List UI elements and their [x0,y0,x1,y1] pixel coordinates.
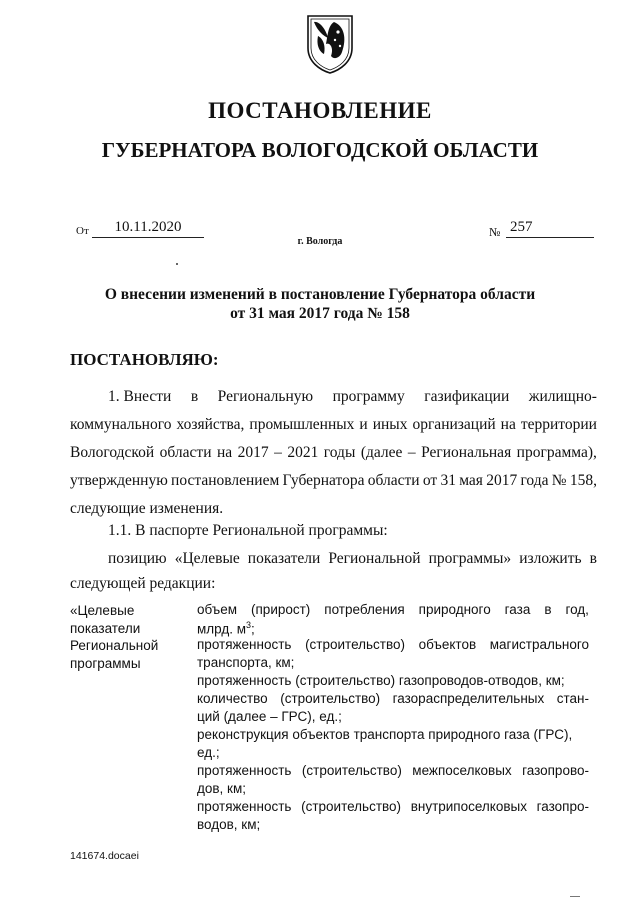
indicator-2-line-1 [197,637,589,652]
stray-dot [176,263,178,265]
word: программа), [516,444,597,461]
word: (строительство) [301,763,402,778]
word: утвержденную [70,472,168,489]
word: межпоселковых [412,763,512,778]
indicator-3: протяженность (строительство) газопроводов-отводов, км; [197,673,565,688]
word: изложить [519,550,582,567]
subject-line-1: О внесении изменений в постановление Губернатора области [104,286,536,303]
word: стан- [556,691,589,706]
document-number: 257 [506,219,594,238]
word: (строительство) [301,799,402,814]
word: объектов [418,637,477,652]
indicator-6-line-2: дов, км; [197,781,246,796]
word: 2017 [237,444,269,461]
word: газа [504,602,531,617]
word: Вологодской [70,444,155,461]
indicator-4-line-2: ций (далее – ГРС), ед.; [197,709,342,724]
indicator-1-line-1 [197,602,589,617]
word: 1. Внести [108,388,172,405]
word: года [520,472,549,489]
word: газораспределительных [392,691,545,706]
left-cell-line: показатели [70,620,141,636]
unit-text: млрд. м [197,621,247,637]
file-name-footer: 141674.docaei [70,850,139,862]
word: промышленных [249,416,355,433]
word: на [500,416,516,433]
word: Региональную [217,388,314,405]
word: 2017 [486,472,518,489]
word: – [274,444,282,461]
punctuation: ; [251,621,255,637]
word: в [544,602,552,617]
indicator-7-line-2: водов, км; [197,817,261,832]
indicator-6-line-1 [197,763,589,778]
word: год, [565,602,589,617]
word: магистрального [489,637,589,652]
word: – [407,444,416,461]
indicator-7-line-1 [197,799,589,814]
word: природного [418,602,491,617]
word: от [422,472,438,489]
date-label: От [76,225,89,237]
word: протяженность [197,763,292,778]
word: (строительство) [305,637,406,652]
paragraph-1-line-3 [70,444,597,462]
indicator-1-line-2 [197,620,255,637]
word: «Целевые [174,550,240,567]
unit-superscript: 3 [246,620,252,630]
word: (прирост) [251,602,311,617]
left-cell-line: программы [70,655,141,671]
left-cell-line: «Целевые [70,603,135,618]
word: в [190,388,199,405]
word: территории [520,416,597,433]
word: 2021 [287,444,319,461]
word: объем [197,602,238,617]
subject-line-2: от 31 мая 2017 года № 158 [230,305,410,322]
document-date: 10.11.2020 [92,219,204,238]
word: программу [332,388,405,405]
indicator-4-line-1 [197,691,589,706]
paragraph-1-line-5: следующие изменения. [70,500,224,517]
word: организаций [412,416,496,433]
paragraph-1-line-2 [70,416,597,434]
word: Региональная [421,444,512,461]
word: и [359,416,368,433]
coat-of-arms-emblem [304,8,356,74]
word: показатели [247,550,321,567]
left-cell-line: Региональной [70,638,159,653]
word: внутрипоселковых [410,799,527,814]
indicator-5-line-1: реконструкция объектов транспорта природного газа (ГРС), [197,727,573,742]
word: протяженность [197,799,292,814]
word: программы» [428,550,512,567]
paragraph-1-line-4 [70,472,597,490]
city-name: г. Вологда [297,236,343,247]
word: Региональной [328,550,421,567]
word: области [367,472,420,489]
word: коммунального [70,416,172,433]
word: протяженность [197,637,292,652]
word: (далее [360,444,403,461]
document-subject [0,285,640,323]
word: газопрово- [522,763,589,778]
word: на [216,444,233,461]
word: мая [459,472,483,489]
word: жилищно- [528,388,597,405]
word: позицию [108,550,167,567]
indicator-2-line-2: транспорта, км; [197,655,295,670]
scan-mark [570,896,580,897]
word: газопро- [536,799,589,814]
number-label: № [489,225,501,239]
paragraph-3-line-2: следующей редакции: [70,575,216,592]
word: области [159,444,212,461]
word: хозяйства, [176,416,245,433]
word: постановлением [171,472,280,489]
word: № [551,472,567,489]
word: 158, [569,472,597,489]
word: количество [197,691,268,706]
paragraph-3-line-1 [108,550,597,568]
document-subtitle: ГУБЕРНАТОРА ВОЛОГОДСКОЙ ОБЛАСТИ [101,138,539,162]
word: 31 [440,472,456,489]
word: (строительство) [280,691,381,706]
word: годы [323,444,356,461]
paragraph-1-line-1 [108,388,597,406]
word: газификации [424,388,510,405]
word: потребления [324,602,405,617]
document-title: ПОСТАНОВЛЕНИЕ [208,98,432,123]
word: Губернатора [282,472,365,489]
word: иных [372,416,408,433]
decree-heading: ПОСТАНОВЛЯЮ: [70,350,219,369]
table-left-cell [70,602,180,672]
word: в [589,550,597,567]
paragraph-2: 1.1. В паспорте Региональной программы: [108,522,388,539]
indicator-5-line-2: ед.; [197,745,220,760]
